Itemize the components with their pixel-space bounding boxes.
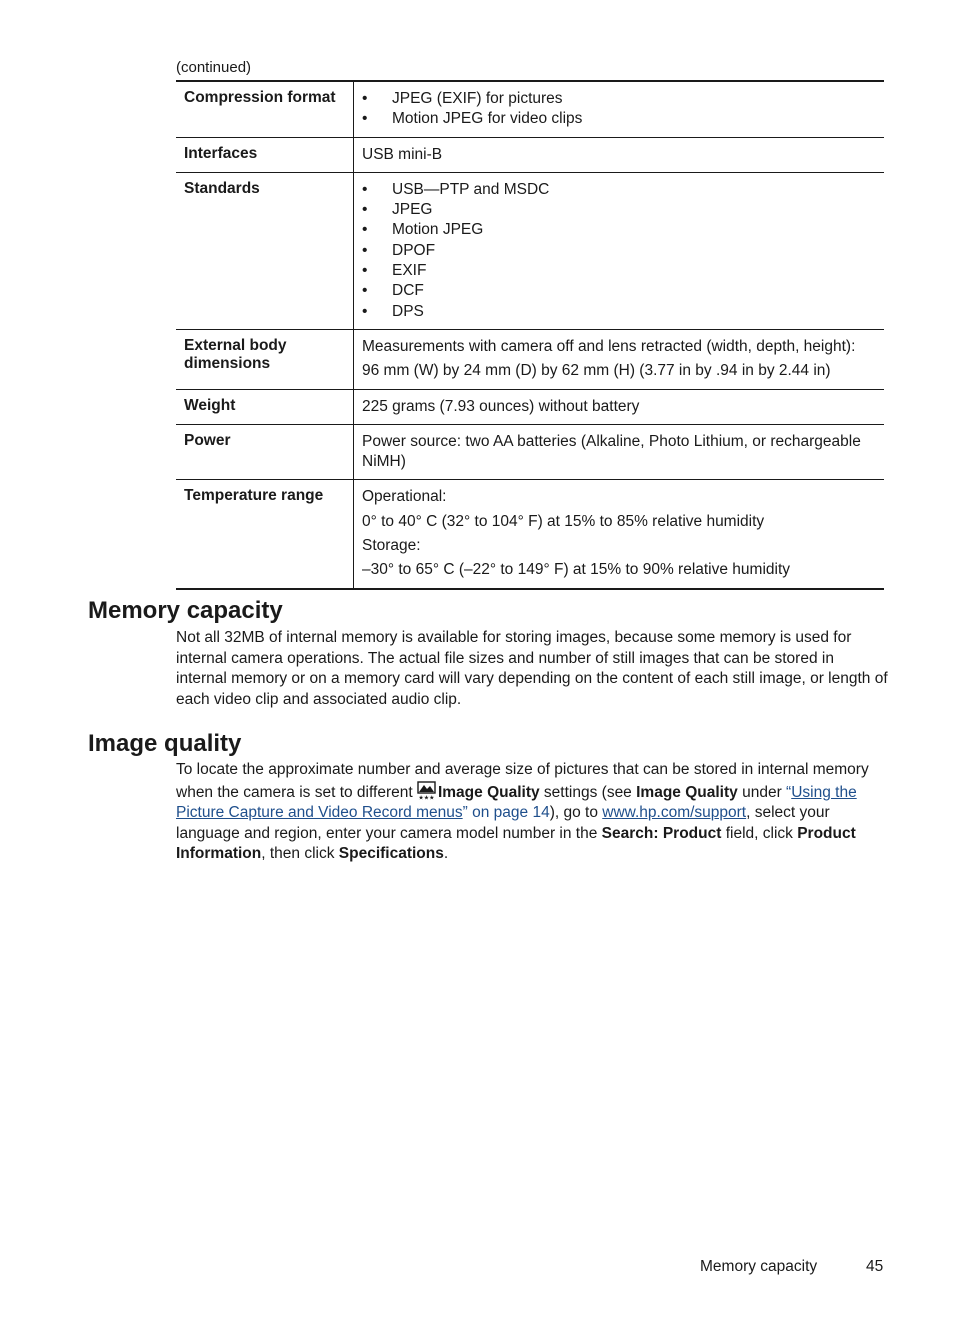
list-item xyxy=(362,281,876,301)
list-item xyxy=(362,220,876,240)
image-quality-term: Image Quality xyxy=(437,783,540,801)
hp-support-link[interactable]: www.hp.com/support xyxy=(602,804,747,821)
list-item xyxy=(362,261,876,281)
quote-mark: “ xyxy=(786,783,792,801)
bullet-icon: • xyxy=(362,180,368,198)
bullet-icon: • xyxy=(362,90,368,107)
memory-capacity-paragraph: Not all 32MB of internal memory is available for storing images, because some memory is used for internal camera operations. The actual file sizes and number of still images that can be stored in internal memory or on a memory card will vary depending on the content of each still image, or length of each video clip and associated audio clip. xyxy=(176,629,888,708)
specifications-term: Specifications xyxy=(338,845,444,862)
table-row xyxy=(176,480,884,589)
bullet-icon: • xyxy=(362,262,368,280)
list-item-text: JPEG (EXIF) for pictures xyxy=(392,90,563,107)
paragraph-text: ), go to xyxy=(549,804,603,821)
image-quality-paragraph xyxy=(176,760,888,865)
paragraph-text: under xyxy=(737,783,787,801)
spec-value xyxy=(354,172,885,329)
spec-value: Power source: two AA batteries (Alkaline, Photo Lithium, or rechargeable NiMH) xyxy=(354,424,885,480)
table-row xyxy=(176,424,884,480)
spec-paragraph: 96 mm (W) by 24 mm (D) by 62 mm (H) (3.77 in by .94 in by 2.44 in) xyxy=(362,362,831,380)
spec-value xyxy=(354,329,885,389)
spec-label: External body dimensions xyxy=(176,329,354,389)
spec-value xyxy=(354,81,885,137)
list-item xyxy=(362,200,876,220)
list-item xyxy=(362,109,876,129)
bullet-icon: • xyxy=(362,241,368,259)
spec-label: Compression format xyxy=(176,81,354,137)
list-item-text: Motion JPEG for video clips xyxy=(392,110,583,128)
specifications-table xyxy=(176,80,884,590)
spec-paragraph: Operational: xyxy=(362,488,447,506)
table-row xyxy=(176,137,884,172)
list-item-text: DPOF xyxy=(392,241,436,259)
paragraph-text: field, click xyxy=(721,824,798,842)
menus-cross-reference-link[interactable]: Using the Picture Capture and Video Record menus xyxy=(176,783,857,821)
list-item-text: EXIF xyxy=(392,262,427,280)
bullet-icon: • xyxy=(362,110,368,128)
list-item xyxy=(362,89,876,109)
list-item-text: USB—PTP and MSDC xyxy=(392,180,550,198)
spec-value: USB mini-B xyxy=(354,137,885,172)
list-item xyxy=(362,180,876,200)
spec-value xyxy=(354,480,885,589)
image-quality-icon xyxy=(417,781,436,800)
paragraph-text: . xyxy=(443,845,449,862)
list-item-text: Motion JPEG xyxy=(392,221,484,239)
bullet-icon: • xyxy=(362,201,368,219)
footer-page-number: 45 xyxy=(866,1258,884,1275)
page-reference[interactable]: ” on page 14 xyxy=(462,804,550,821)
bullet-list xyxy=(362,180,876,322)
list-item xyxy=(362,302,876,322)
paragraph-text: To locate the approximate number and average size of pictures that can be stored in internal memory when the camera is set to different xyxy=(176,761,869,801)
bullet-icon: • xyxy=(362,221,368,239)
spec-paragraph: Storage: xyxy=(362,537,421,555)
spec-paragraph: 0° to 40° C (32° to 104° F) at 15% to 85% relative humidity xyxy=(362,512,765,530)
spec-label: Interfaces xyxy=(176,137,354,172)
spec-label: Temperature range xyxy=(176,480,354,589)
table-row xyxy=(176,81,884,137)
paragraph-text: settings (see xyxy=(539,783,637,801)
footer-section-name: Memory capacity xyxy=(700,1258,818,1275)
spec-paragraph: –30° to 65° C (–22° to 149° F) at 15% to 90% relative humidity xyxy=(362,561,791,579)
product-information-term: Product Information xyxy=(176,824,856,862)
list-item xyxy=(362,241,876,261)
memory-capacity-heading: Memory capacity xyxy=(88,597,283,624)
spec-label: Weight xyxy=(176,389,354,424)
paragraph-text: , select your language and region, enter your camera model number in the xyxy=(176,804,830,842)
list-item-text: DPS xyxy=(392,302,424,320)
list-item-text: JPEG xyxy=(392,201,433,219)
search-product-term: Search: Product xyxy=(601,824,722,842)
svg-text:★★★: ★★★ xyxy=(418,794,435,800)
bullet-icon: • xyxy=(362,282,368,300)
continued-label: (continued) xyxy=(176,59,252,76)
list-item-text: DCF xyxy=(392,282,424,300)
bullet-list xyxy=(362,89,876,130)
bullet-icon: • xyxy=(362,302,368,320)
image-quality-heading: Image quality xyxy=(88,730,242,757)
table-row xyxy=(176,329,884,389)
table-row xyxy=(176,389,884,424)
spec-paragraph: Measurements with camera off and lens retracted (width, depth, height): xyxy=(362,337,856,355)
table-row xyxy=(176,172,884,329)
spec-label: Power xyxy=(176,424,354,480)
image-quality-term: Image Quality xyxy=(636,783,738,801)
spec-value: 225 grams (7.93 ounces) without battery xyxy=(354,389,885,424)
spec-label: Standards xyxy=(176,172,354,329)
paragraph-text: , then click xyxy=(261,845,339,862)
